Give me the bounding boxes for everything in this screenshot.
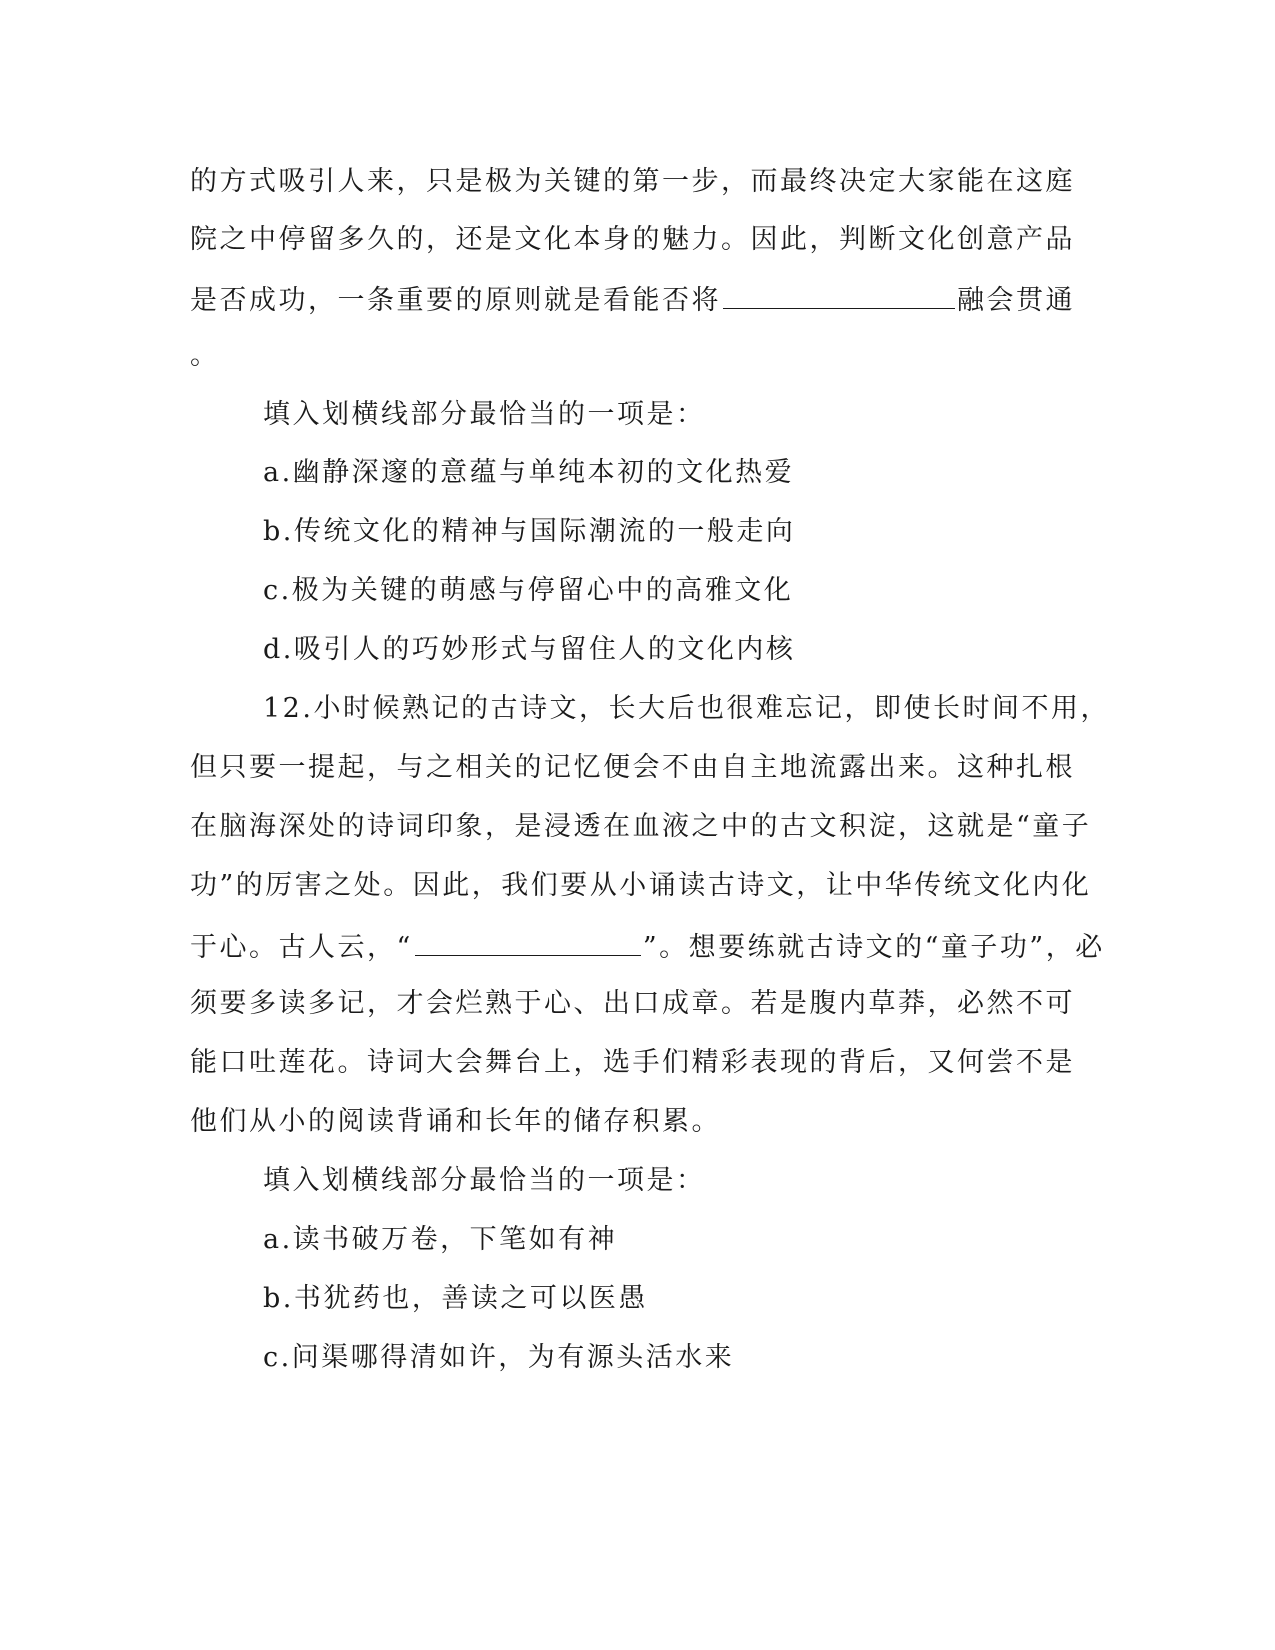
- passage-12-line-6: 须要多读多记，才会烂熟于心、出口成章。若是腹内草莽，必然不可: [190, 988, 1075, 1019]
- option-c: c.问渠哪得清如许，为有源头活水来: [263, 1342, 735, 1373]
- passage-11-line-3-after: 融会贯通: [957, 285, 1075, 316]
- passage-12-line-4: 功”的厉害之处。因此，我们要从小诵读古诗文，让中华传统文化内化: [190, 870, 1092, 901]
- passage-12-line-8: 他们从小的阅读背诵和长年的储存积累。: [190, 1106, 721, 1137]
- passage-11-line-4: 。: [190, 340, 220, 371]
- option-a: a.幽静深邃的意蕴与单纯本初的文化热爱: [263, 457, 795, 488]
- fill-in-blank: [415, 927, 641, 956]
- option-a: a.读书破万卷，下笔如有神: [263, 1224, 618, 1255]
- option-b: b.书犹药也，善读之可以医愚: [263, 1283, 648, 1314]
- passage-12-line-5-before: 于心。古人云，“: [190, 932, 413, 963]
- passage-11-line-2: 院之中停留多久的，还是文化本身的魅力。因此，判断文化创意产品: [190, 224, 1075, 255]
- passage-12-line-5: [190, 927, 1105, 966]
- passage-12-line-5-after: ”。想要练就古诗文的“童子功”，必: [642, 932, 1105, 963]
- question-prompt: 填入划横线部分最恰当的一项是：: [263, 399, 706, 430]
- passage-12-line-3: 在脑海深处的诗词印象，是浸透在血液之中的古文积淀，这就是“童子: [190, 811, 1092, 842]
- passage-11-line-1: 的方式吸引人来，只是极为关键的第一步，而最终决定大家能在这庭: [190, 166, 1075, 197]
- option-b: b.传统文化的精神与国际潮流的一般走向: [263, 516, 796, 547]
- passage-12-line-2: 但只要一提起，与之相关的记忆便会不由自主地流露出来。这种扎根: [190, 752, 1075, 783]
- passage-11-line-3: [190, 280, 1075, 319]
- question-prompt: 填入划横线部分最恰当的一项是：: [263, 1165, 706, 1196]
- passage-12-line-1: 12.小时候熟记的古诗文，长大后也很难忘记，即使长时间不用，: [263, 693, 1110, 724]
- passage-12-line-7: 能口吐莲花。诗词大会舞台上，选手们精彩表现的背后，又何尝不是: [190, 1047, 1075, 1078]
- option-c: c.极为关键的萌感与停留心中的高雅文化: [263, 575, 794, 606]
- passage-11-line-3-before: 是否成功，一条重要的原则就是看能否将: [190, 285, 721, 316]
- fill-in-blank: [723, 280, 955, 309]
- option-d: d.吸引人的巧妙形式与留住人的文化内核: [263, 634, 796, 665]
